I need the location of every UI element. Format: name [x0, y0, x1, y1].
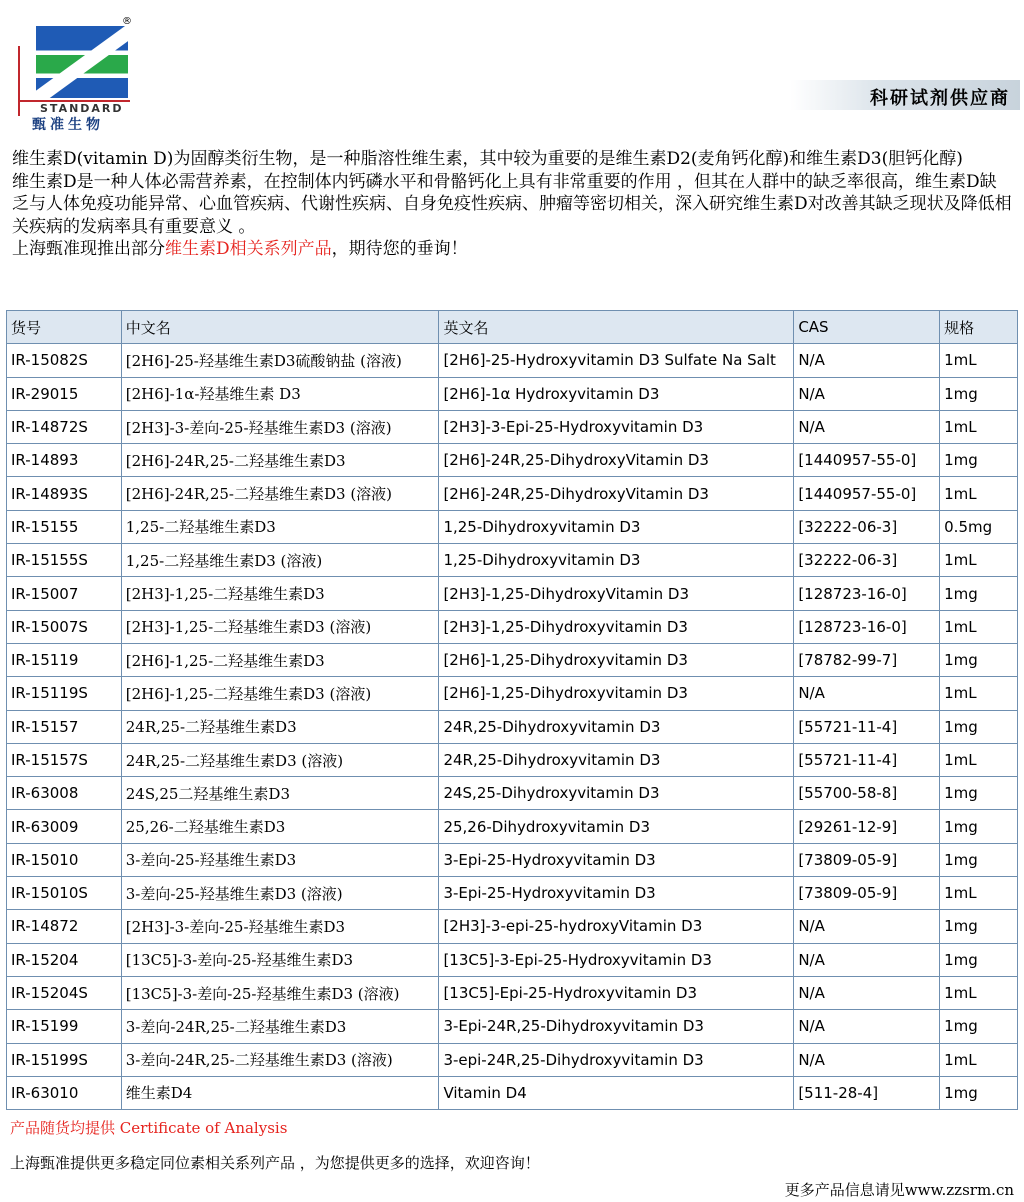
cell-spec: 1mg	[940, 643, 1018, 676]
cell-spec: 1mg	[940, 777, 1018, 810]
cell-item-no: IR-63009	[7, 810, 122, 843]
cell-english-name: [2H3]-3-Epi-25-Hydroxyvitamin D3	[439, 410, 794, 443]
cell-item-no: IR-14893S	[7, 477, 122, 510]
cell-cas: [55721-11-4]	[794, 743, 940, 776]
cell-english-name: [2H6]-1,25-Dihydroxyvitamin D3	[439, 643, 794, 676]
table-row	[7, 910, 1018, 943]
cell-spec: 1mg	[940, 910, 1018, 943]
table-row	[7, 477, 1018, 510]
cell-english-name: [2H6]-1,25-Dihydroxyvitamin D3	[439, 677, 794, 710]
company-logo	[14, 16, 134, 133]
footer-website: 更多产品信息请见www.zzsrm.cn	[784, 1181, 1014, 1199]
cell-item-no: IR-15157S	[7, 743, 122, 776]
cell-spec: 0.5mg	[940, 510, 1018, 543]
table-row	[7, 377, 1018, 410]
table-row	[7, 1010, 1018, 1043]
cell-chinese-name: [2H6]-24R,25-二羟基维生素D3 (溶液)	[121, 477, 439, 510]
cell-item-no: IR-15155	[7, 510, 122, 543]
cell-english-name: [2H3]-3-epi-25-hydroxyVitamin D3	[439, 910, 794, 943]
cell-chinese-name: [2H6]-25-羟基维生素D3硫酸钠盐 (溶液)	[121, 344, 439, 377]
cell-item-no: IR-15119	[7, 643, 122, 676]
cell-cas: N/A	[794, 1010, 940, 1043]
intro-text	[12, 148, 1012, 261]
table-row	[7, 877, 1018, 910]
cell-english-name: Vitamin D4	[439, 1076, 794, 1109]
cell-item-no: IR-14893	[7, 444, 122, 477]
cell-item-no: IR-15119S	[7, 677, 122, 710]
cell-chinese-name: 3-差向-25-羟基维生素D3	[121, 843, 439, 876]
cell-cas: [55721-11-4]	[794, 710, 940, 743]
cell-english-name: [2H3]-1,25-Dihydroxyvitamin D3	[439, 610, 794, 643]
cell-chinese-name: [2H6]-1,25-二羟基维生素D3	[121, 643, 439, 676]
table-row	[7, 544, 1018, 577]
table-row	[7, 1043, 1018, 1076]
cell-chinese-name: 1,25-二羟基维生素D3	[121, 510, 439, 543]
cell-item-no: IR-15199S	[7, 1043, 122, 1076]
cell-spec: 1mg	[940, 843, 1018, 876]
cell-english-name: 3-Epi-25-Hydroxyvitamin D3	[439, 843, 794, 876]
cell-spec: 1mL	[940, 544, 1018, 577]
cell-chinese-name: [2H3]-3-差向-25-羟基维生素D3 (溶液)	[121, 410, 439, 443]
header-cas: CAS	[794, 311, 940, 344]
intro-p3-before: 上海甄准现推出部分	[12, 239, 165, 259]
table-body	[7, 344, 1018, 1110]
cell-item-no: IR-14872	[7, 910, 122, 943]
table-row	[7, 344, 1018, 377]
table-row	[7, 810, 1018, 843]
cell-chinese-name: [2H6]-24R,25-二羟基维生素D3	[121, 444, 439, 477]
cell-item-no: IR-15204	[7, 943, 122, 976]
table-row	[7, 743, 1018, 776]
cell-chinese-name: 24R,25-二羟基维生素D3 (溶液)	[121, 743, 439, 776]
intro-paragraph-2: 维生素D是一种人体必需营养素，在控制体内钙磷水平和骨骼钙化上具有非常重要的作用 ，但其在人群中的缺乏率很高，维生素D缺乏与人体免疫功能异常、心血管疾病、代谢性疾病、自身免疫性疾病、肿瘤等密切相关，深入研究维生素D对改善其缺乏现状及降低相关疾病的发病率具有重要意义 。	[12, 171, 1012, 237]
cell-english-name: 3-Epi-24R,25-Dihydroxyvitamin D3	[439, 1010, 794, 1043]
cell-english-name: 1,25-Dihydroxyvitamin D3	[439, 510, 794, 543]
cell-cas: [55700-58-8]	[794, 777, 940, 810]
table-row	[7, 710, 1018, 743]
cell-spec: 1mL	[940, 1043, 1018, 1076]
cell-item-no: IR-63010	[7, 1076, 122, 1109]
cell-cas: [73809-05-9]	[794, 877, 940, 910]
cell-chinese-name: 24R,25-二羟基维生素D3	[121, 710, 439, 743]
cell-spec: 1mL	[940, 410, 1018, 443]
cell-cas: [32222-06-3]	[794, 510, 940, 543]
cell-chinese-name: [13C5]-3-差向-25-羟基维生素D3 (溶液)	[121, 976, 439, 1009]
cell-english-name: [2H6]-1α Hydroxyvitamin D3	[439, 377, 794, 410]
cell-item-no: IR-15204S	[7, 976, 122, 1009]
cell-cas: N/A	[794, 1043, 940, 1076]
cell-spec: 1mg	[940, 710, 1018, 743]
cell-cas: [1440957-55-0]	[794, 477, 940, 510]
cell-spec: 1mL	[940, 677, 1018, 710]
table-row	[7, 1076, 1018, 1109]
table-row	[7, 510, 1018, 543]
cell-spec: 1mg	[940, 377, 1018, 410]
cell-cas: [1440957-55-0]	[794, 444, 940, 477]
table-row	[7, 444, 1018, 477]
cell-chinese-name: [2H6]-1α-羟基维生素 D3	[121, 377, 439, 410]
cell-cas: N/A	[794, 410, 940, 443]
cell-chinese-name: 3-差向-25-羟基维生素D3 (溶液)	[121, 877, 439, 910]
cell-english-name: 24S,25-Dihydroxyvitamin D3	[439, 777, 794, 810]
header-english-name: 英文名	[439, 311, 794, 344]
cell-english-name: [2H6]-25-Hydroxyvitamin D3 Sulfate Na Salt	[439, 344, 794, 377]
cell-english-name: [2H6]-24R,25-DihydroxyVitamin D3	[439, 444, 794, 477]
cell-english-name: 24R,25-Dihydroxyvitamin D3	[439, 743, 794, 776]
cell-item-no: IR-15007S	[7, 610, 122, 643]
logo-z-diagonal	[36, 26, 128, 98]
table-row	[7, 410, 1018, 443]
cell-item-no: IR-15010	[7, 843, 122, 876]
cell-cas: N/A	[794, 377, 940, 410]
cell-cas: N/A	[794, 976, 940, 1009]
table-row	[7, 777, 1018, 810]
cell-english-name: 3-epi-24R,25-Dihydroxyvitamin D3	[439, 1043, 794, 1076]
cell-cas: N/A	[794, 344, 940, 377]
table-row	[7, 610, 1018, 643]
cell-english-name: [13C5]-3-Epi-25-Hydroxyvitamin D3	[439, 943, 794, 976]
cell-cas: [32222-06-3]	[794, 544, 940, 577]
header-spec: 规格	[940, 311, 1018, 344]
intro-paragraph-3	[12, 238, 1012, 261]
cell-item-no: IR-15010S	[7, 877, 122, 910]
cell-chinese-name: 1,25-二羟基维生素D3 (溶液)	[121, 544, 439, 577]
registered-mark: ®	[122, 16, 132, 27]
cell-spec: 1mL	[940, 743, 1018, 776]
cell-spec: 1mg	[940, 444, 1018, 477]
cell-spec: 1mg	[940, 810, 1018, 843]
cell-spec: 1mL	[940, 976, 1018, 1009]
cell-english-name: [2H6]-24R,25-DihydroxyVitamin D3	[439, 477, 794, 510]
cell-chinese-name: [2H3]-3-差向-25-羟基维生素D3	[121, 910, 439, 943]
cell-chinese-name: 3-差向-24R,25-二羟基维生素D3	[121, 1010, 439, 1043]
cell-cas: N/A	[794, 910, 940, 943]
cell-spec: 1mL	[940, 344, 1018, 377]
intro-p3-after: ，期待您的垂询！	[331, 239, 468, 259]
cell-cas: [73809-05-9]	[794, 843, 940, 876]
banner-text: 科研试剂供应商	[870, 88, 1010, 109]
cell-spec: 1mg	[940, 943, 1018, 976]
intro-p3-highlight: 维生素D相关系列产品	[165, 239, 332, 259]
cell-spec: 1mg	[940, 577, 1018, 610]
cell-cas: N/A	[794, 677, 940, 710]
cell-english-name: 24R,25-Dihydroxyvitamin D3	[439, 710, 794, 743]
cell-chinese-name: 24S,25二羟基维生素D3	[121, 777, 439, 810]
cell-item-no: IR-63008	[7, 777, 122, 810]
cell-cas: [128723-16-0]	[794, 610, 940, 643]
intro-paragraph-1: 维生素D(vitamin D)为固醇类衍生物，是一种脂溶性维生素，其中较为重要的是维生素D2(麦角钙化醇)和维生素D3(胆钙化醇)	[12, 149, 963, 169]
cell-spec: 1mL	[940, 477, 1018, 510]
table-header-row	[7, 311, 1018, 344]
cell-chinese-name: [2H3]-1,25-二羟基维生素D3	[121, 577, 439, 610]
header-banner	[790, 80, 1020, 110]
cell-spec: 1mL	[940, 877, 1018, 910]
cell-english-name: 3-Epi-25-Hydroxyvitamin D3	[439, 877, 794, 910]
cell-item-no: IR-15199	[7, 1010, 122, 1043]
cell-cas: [78782-99-7]	[794, 643, 940, 676]
cell-spec: 1mg	[940, 1076, 1018, 1109]
logo-brand-cn: 甄准生物	[32, 117, 104, 133]
header-item-no: 货号	[7, 311, 122, 344]
cell-chinese-name: 3-差向-24R,25-二羟基维生素D3 (溶液)	[121, 1043, 439, 1076]
cell-item-no: IR-15157	[7, 710, 122, 743]
logo-red-vertical-line	[18, 46, 20, 116]
table-row	[7, 677, 1018, 710]
cell-item-no: IR-29015	[7, 377, 122, 410]
cell-chinese-name: [2H6]-1,25-二羟基维生素D3 (溶液)	[121, 677, 439, 710]
cell-cas: [511-28-4]	[794, 1076, 940, 1109]
cell-english-name: 25,26-Dihydroxyvitamin D3	[439, 810, 794, 843]
cell-item-no: IR-15155S	[7, 544, 122, 577]
table-row	[7, 843, 1018, 876]
table-row	[7, 643, 1018, 676]
cell-chinese-name: 维生素D4	[121, 1076, 439, 1109]
cell-chinese-name: 25,26-二羟基维生素D3	[121, 810, 439, 843]
table-row	[7, 976, 1018, 1009]
cell-chinese-name: [2H3]-1,25-二羟基维生素D3 (溶液)	[121, 610, 439, 643]
logo-brand-en: STANDARD	[40, 102, 124, 115]
cell-chinese-name: [13C5]-3-差向-25-羟基维生素D3	[121, 943, 439, 976]
coa-note: 产品随货均提供 Certificate of Analysis	[10, 1119, 288, 1137]
cell-english-name: [2H3]-1,25-DihydroxyVitamin D3	[439, 577, 794, 610]
cell-english-name: [13C5]-Epi-25-Hydroxyvitamin D3	[439, 976, 794, 1009]
cell-item-no: IR-14872S	[7, 410, 122, 443]
cell-spec: 1mg	[940, 1010, 1018, 1043]
table-row	[7, 577, 1018, 610]
header-chinese-name: 中文名	[121, 311, 439, 344]
cell-item-no: IR-15007	[7, 577, 122, 610]
cell-cas: N/A	[794, 943, 940, 976]
cell-spec: 1mL	[940, 610, 1018, 643]
cell-cas: [29261-12-9]	[794, 810, 940, 843]
more-products-note: 上海甄准提供更多稳定同位素相关系列产品 ，为您提供更多的选择，欢迎咨询！	[10, 1154, 540, 1172]
cell-item-no: IR-15082S	[7, 344, 122, 377]
cell-english-name: 1,25-Dihydroxyvitamin D3	[439, 544, 794, 577]
table-row	[7, 943, 1018, 976]
product-table	[6, 310, 1018, 1110]
cell-cas: [128723-16-0]	[794, 577, 940, 610]
